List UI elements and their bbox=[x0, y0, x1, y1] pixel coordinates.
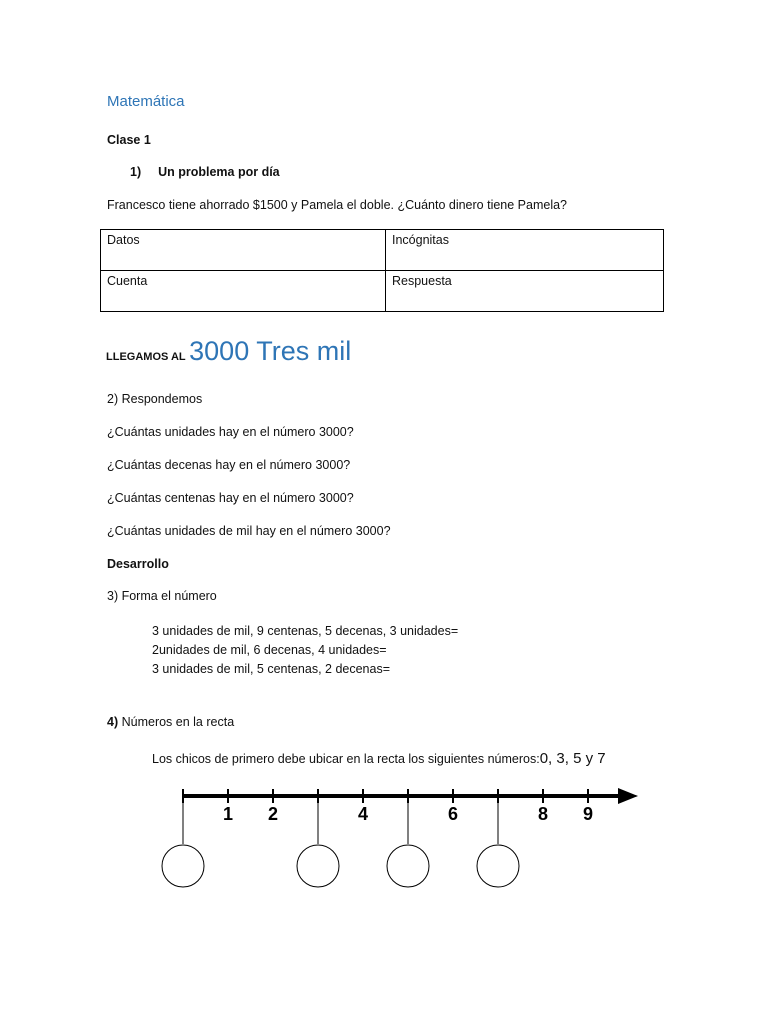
table-row bbox=[101, 271, 664, 312]
tick-label-2: 2 bbox=[267, 804, 279, 824]
tick-label-8: 8 bbox=[537, 804, 549, 824]
blank-circle-7 bbox=[477, 845, 519, 887]
item-4-number: 4) bbox=[107, 715, 119, 729]
heading-big-text: 3000 Tres mil bbox=[189, 336, 352, 366]
problem-statement: Francesco tiene ahorrado $1500 y Pamela el doble. ¿Cuánto dinero tiene Pamela? bbox=[107, 198, 568, 212]
question-thousands: ¿Cuántas unidades de mil hay en el número 3000? bbox=[107, 524, 391, 538]
recta-instruction bbox=[152, 750, 606, 767]
recta-numbers: 0, 3, 5 y 7 bbox=[539, 750, 606, 767]
table-cell-cuenta: Cuenta bbox=[101, 271, 386, 312]
item-4 bbox=[107, 715, 234, 729]
heading-small-text: LLEGAMOS AL bbox=[106, 351, 186, 363]
blank-circle-5 bbox=[387, 845, 429, 887]
recta-text: Los chicos de primero debe ubicar en la recta los siguientes números: bbox=[152, 752, 540, 766]
forma-item: 3 unidades de mil, 5 centenas, 2 decenas= bbox=[152, 662, 391, 676]
number-line bbox=[150, 780, 650, 900]
table-row bbox=[101, 230, 664, 271]
tick-label-4: 4 bbox=[357, 804, 369, 824]
question-hundreds: ¿Cuántas centenas hay en el número 3000? bbox=[107, 491, 354, 505]
table-cell-respuesta: Respuesta bbox=[386, 271, 664, 312]
forma-item: 2unidades de mil, 6 decenas, 4 unidades= bbox=[152, 643, 387, 657]
tick-label-6: 6 bbox=[447, 804, 459, 824]
tick-label-9: 9 bbox=[582, 804, 594, 824]
question-units: ¿Cuántas unidades hay en el número 3000? bbox=[107, 425, 354, 439]
item-1 bbox=[130, 165, 280, 179]
item-3: 3) Forma el número bbox=[107, 589, 217, 603]
number-line-arrow bbox=[618, 788, 638, 804]
data-table bbox=[100, 229, 664, 312]
blank-circle-0 bbox=[162, 845, 204, 887]
forma-item: 3 unidades de mil, 9 centenas, 5 decenas, 3 unidades= bbox=[152, 624, 459, 638]
page-title: Matemática bbox=[107, 93, 185, 110]
question-tens: ¿Cuántas decenas hay en el número 3000? bbox=[107, 458, 351, 472]
table-cell-incognitas: Incógnitas bbox=[386, 230, 664, 271]
desarrollo-heading: Desarrollo bbox=[107, 557, 169, 571]
section-heading-3000 bbox=[106, 336, 351, 367]
item-4-label: Números en la recta bbox=[118, 715, 235, 729]
tick-label-1: 1 bbox=[222, 804, 234, 824]
forma-list bbox=[152, 622, 458, 679]
item-1-label: Un problema por día bbox=[158, 165, 280, 179]
table-cell-datos: Datos bbox=[101, 230, 386, 271]
item-1-number: 1) bbox=[130, 165, 142, 179]
class-label: Clase 1 bbox=[107, 133, 151, 147]
blank-circle-3 bbox=[297, 845, 339, 887]
number-line-blanks bbox=[162, 796, 519, 887]
item-2: 2) Respondemos bbox=[107, 392, 203, 406]
